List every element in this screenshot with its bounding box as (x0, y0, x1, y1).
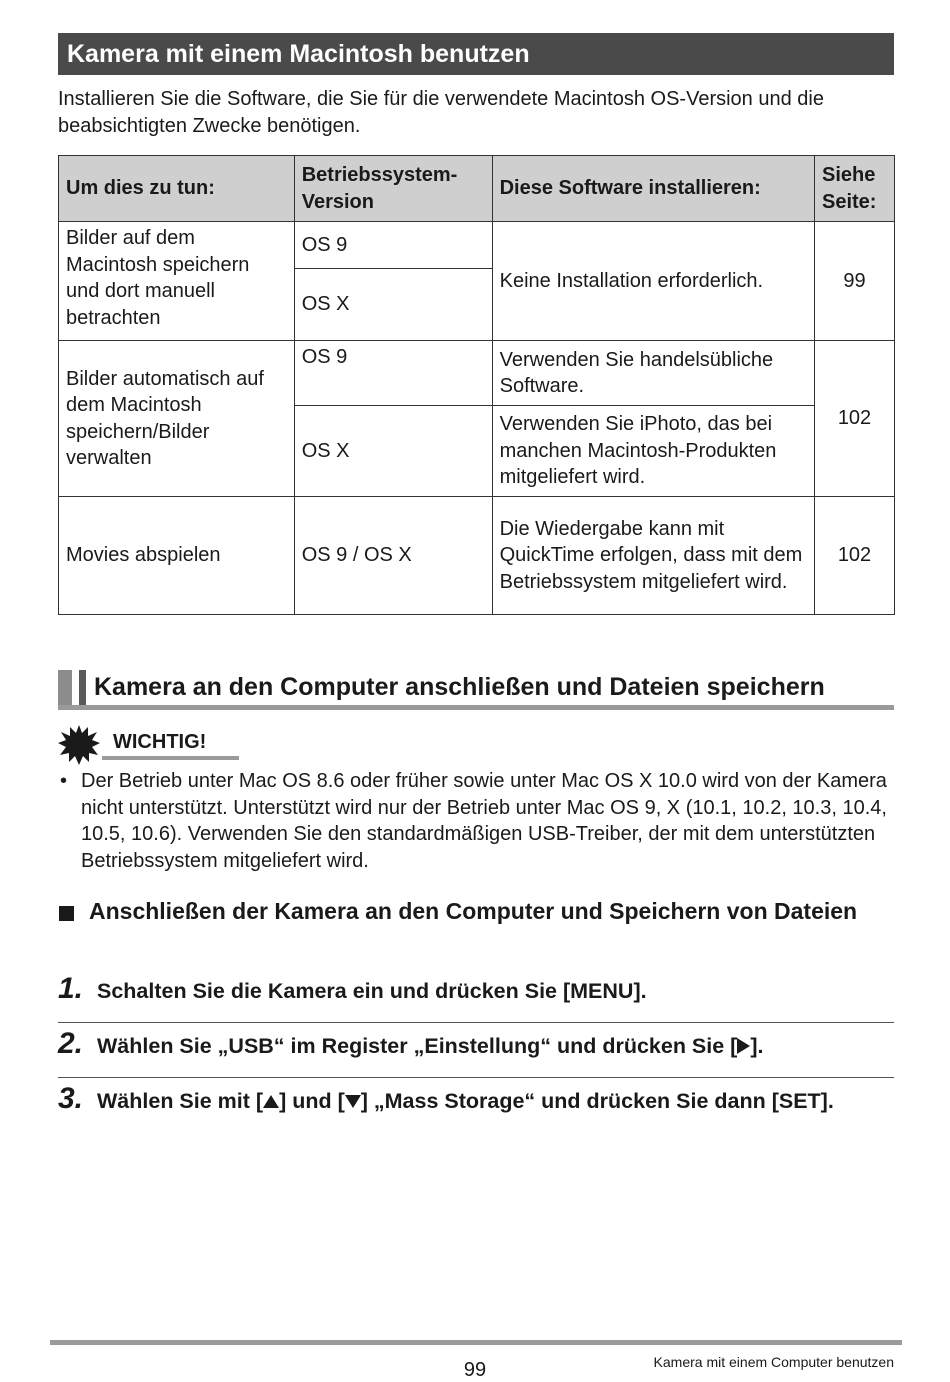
os-cell: OS X (294, 269, 492, 341)
table-row (59, 341, 895, 406)
step-1 (58, 972, 894, 1005)
table-row (59, 497, 895, 615)
os-cell: OS 9 (294, 341, 492, 406)
software-cell: Keine Installation erforderlich. (492, 222, 814, 341)
os-cell: OS 9 / OS X (294, 497, 492, 615)
step-3 (58, 1082, 894, 1115)
square-bullet-icon (59, 906, 74, 921)
procedure-heading-text: Anschließen der Kamera an den Computer und Speichern von Dateien (89, 898, 858, 924)
right-arrow-icon (737, 1038, 750, 1054)
heading-bar-decoration (79, 670, 86, 707)
page-ref-cell: 102 (815, 497, 895, 615)
footer-title: Kamera mit einem Computer benutzen (653, 1354, 894, 1370)
bullet-icon: • (60, 770, 68, 792)
page-ref-cell: 99 (815, 222, 895, 341)
note-text: Der Betrieb unter Mac OS 8.6 oder früher sowie unter Mac OS X 10.0 wird von der Kamera nicht unterstützt. Unterstützt wird nur der Betrieb unter Mac OS 9, X (10.1, 10.2, 10.3, 10.4, 10.5, 10.6). Verwenden Sie den standardmäßigen USB-Treiber, der mit dem unterstützten Betriebssystem mitgeliefert wird. (81, 770, 887, 872)
table-header-cell: Diese Software installieren: (492, 156, 814, 222)
important-label (58, 725, 243, 765)
step-text-part: Wählen Sie mit [ (97, 1089, 264, 1113)
important-underline (102, 756, 239, 760)
page-ref-cell: 102 (815, 341, 895, 497)
burst-icon (58, 725, 100, 765)
table-row (59, 222, 895, 269)
step-text: Schalten Sie die Kamera ein und drücken Sie [MENU]. (97, 979, 647, 1003)
section-heading-text: Kamera an den Computer anschließen und Dateien speichern (94, 673, 825, 701)
table-header-cell: Siehe Seite: (815, 156, 895, 222)
important-text: WICHTIG! (113, 731, 207, 753)
step-number: 2. (58, 1027, 84, 1060)
down-arrow-icon (345, 1095, 361, 1108)
os-cell: OS X (294, 406, 492, 497)
os-cell: OS 9 (294, 222, 492, 269)
software-cell: Die Wiedergabe kann mit QuickTime erfolgen, dass mit dem Betriebssystem mitgeliefert wird. (492, 497, 814, 615)
task-cell: Bilder automatisch auf dem Macintosh speichern/Bilder verwalten (59, 341, 295, 497)
important-note (58, 768, 894, 874)
step-text (97, 1027, 894, 1060)
footer-rule (50, 1340, 902, 1345)
page-number: 99 (463, 1359, 487, 1381)
step-text-part: ] „Mass Storage“ und drücken Sie dann [SET]. (360, 1089, 834, 1113)
section-heading (58, 670, 894, 710)
software-cell: Verwenden Sie handelsübliche Software. (492, 341, 814, 406)
step-number: 1. (58, 972, 84, 1005)
step-divider (58, 1077, 894, 1078)
heading-bar-decoration (58, 670, 72, 707)
table-header-cell: Betriebssystem-Version (294, 156, 492, 222)
procedure-heading (58, 896, 894, 926)
task-cell: Bilder auf dem Macintosh speichern und dort manuell betrachten (59, 222, 295, 341)
step-text (97, 1082, 894, 1115)
step-text-part: ] und [ (279, 1089, 345, 1113)
step-number: 3. (58, 1082, 84, 1115)
step-text-part: Wählen Sie „USB“ im Register „Einstellung“ und drücken Sie [ (97, 1034, 738, 1058)
up-arrow-icon (263, 1095, 279, 1108)
step-2 (58, 1027, 894, 1060)
table-header-cell: Um dies zu tun: (59, 156, 295, 222)
page-title: Kamera mit einem Macintosh benutzen (58, 33, 894, 75)
step-text-part: ]. (750, 1034, 764, 1058)
task-cell: Movies abspielen (59, 497, 295, 615)
software-cell: Verwenden Sie iPhoto, das bei manchen Macintosh-Produkten mitgeliefert wird. (492, 406, 814, 497)
step-divider (58, 1022, 894, 1023)
table-header-row (59, 156, 895, 222)
intro-text: Installieren Sie die Software, die Sie für die verwendete Macintosh OS-Version und die beabsichtigten Zwecke benötigen. (58, 88, 824, 137)
software-table (58, 155, 895, 615)
heading-underline (58, 705, 894, 710)
